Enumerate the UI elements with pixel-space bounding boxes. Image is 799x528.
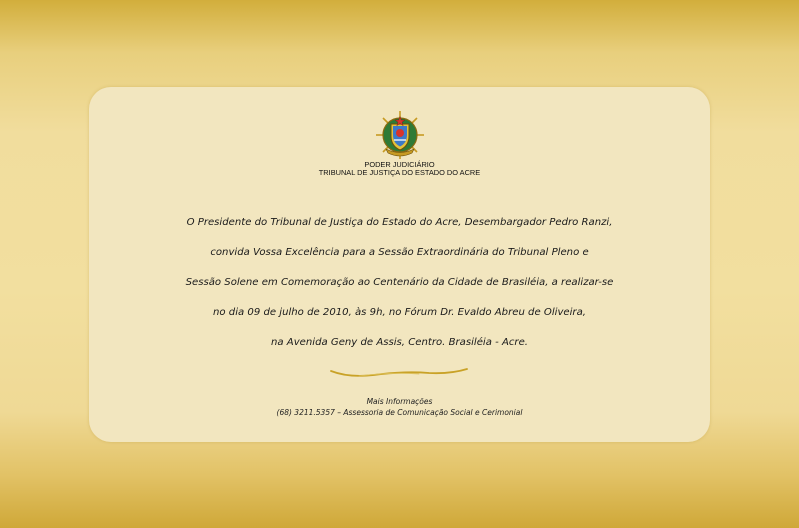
invitation-line-4: no dia 09 de julho de 2010, às 9h, no Fórum Dr. Evaldo Abreu de Oliveira, [213,307,586,318]
coat-of-arms-icon [374,109,426,161]
contact-details: (68) 3211.5357 – Assessoria de Comunicação Social e Cerimonial [276,408,523,417]
invitation-line-2: convida Vossa Excelência para a Sessão Extraordinária do Tribunal Pleno e [210,247,589,258]
invitation-line-1: O Presidente do Tribunal de Justiça do Estado do Acre, Desembargador Pedro Ranzi, [186,217,613,228]
invitation-card [89,87,710,442]
ornamental-divider [329,366,469,380]
invitation-line-5: na Avenida Geny de Assis, Centro. Brasiléia - Acre. [271,337,528,348]
invitation-line-3: Sessão Solene em Comemoração ao Centenário da Cidade de Brasiléia, a realizar-se [185,277,614,288]
contact-heading: Mais Informações [366,397,433,406]
institution-name: TRIBUNAL DE JUSTIÇA DO ESTADO DO ACRE [318,168,481,177]
institution-power: PODER JUDICIÁRIO [364,160,435,169]
